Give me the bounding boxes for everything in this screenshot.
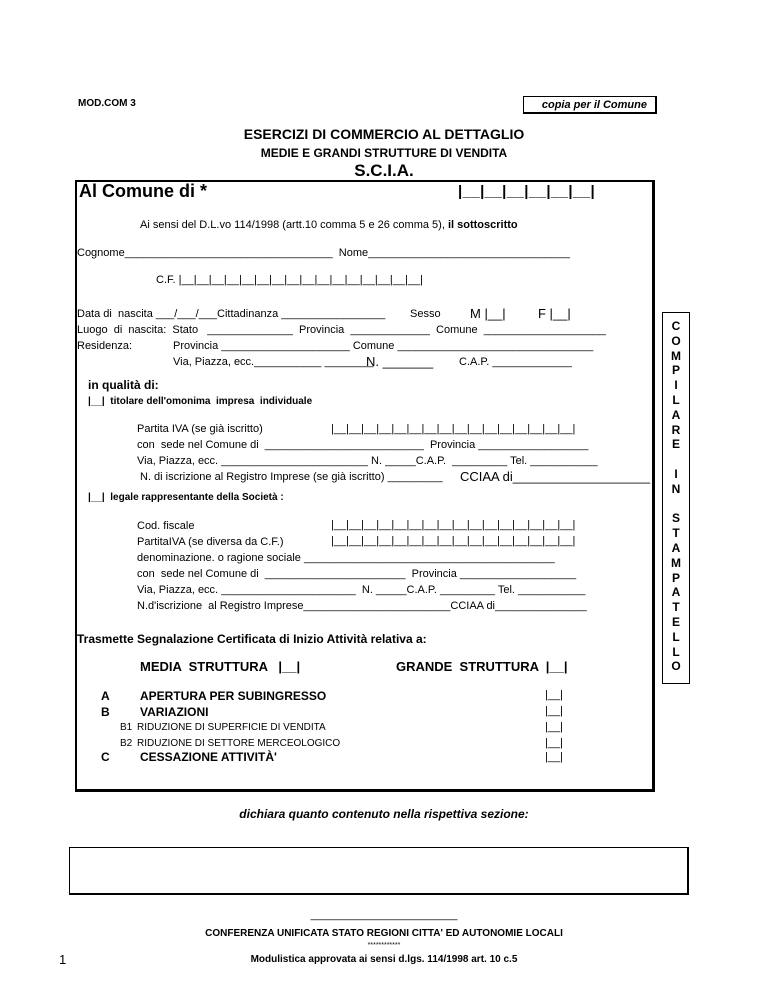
cod-fiscale-label: Cod. fiscale xyxy=(137,520,195,532)
stamp-letter: P xyxy=(671,363,680,378)
comune-label: Al Comune di * xyxy=(79,181,208,201)
mod-code: MOD.COM 3 xyxy=(78,98,136,109)
piva-boxes[interactable]: |__|__|__|__|__|__|__|__|__|__|__|__|__|__|__|__| xyxy=(331,423,576,435)
footer-rule: ________________________ xyxy=(310,909,458,921)
stamp-letter: L xyxy=(672,392,680,407)
stamp-letter: E xyxy=(671,614,680,629)
stamp-letter: L xyxy=(672,629,680,644)
cciaa-line[interactable]: CCIAA di___________________ xyxy=(460,469,651,484)
residenza-label: Residenza: xyxy=(77,340,133,352)
denominazione-line[interactable]: denominazione. o ragione sociale _________________________________________ xyxy=(137,552,555,564)
sesso-m[interactable]: M |__| xyxy=(470,306,506,321)
copy-label: copia per il Comune xyxy=(541,99,647,111)
option-code: A xyxy=(101,689,110,703)
sesso-label: Sesso xyxy=(410,308,441,320)
birth-line[interactable]: Data di nascita ___/___/___Cittadinanza _________________ xyxy=(77,308,386,320)
via-line[interactable]: Via, Piazza, ecc. ________________________ N. _____C.A.P. _________ Tel. ___________ xyxy=(137,455,598,467)
stamp-letter: L xyxy=(672,644,680,659)
title-sub: MEDIE E GRANDI STRUTTURE DI VENDITA xyxy=(260,146,508,160)
registro-line[interactable]: N. di iscrizione al Registro Imprese (se già iscritto) _________ xyxy=(140,471,443,483)
stamp-letter: A xyxy=(671,585,681,600)
stamp-letter: P xyxy=(671,570,680,585)
option-label: APERTURA PER SUBINGRESSO xyxy=(140,689,327,703)
stamp-letter: O xyxy=(671,659,681,674)
partita-iva-label: PartitaIVA (se diversa da C.F.) xyxy=(137,536,284,548)
stamp-letter: M xyxy=(671,555,681,570)
stamp-letter: A xyxy=(671,540,681,555)
option-code: B1 xyxy=(120,722,133,733)
option-checkbox[interactable]: |__| xyxy=(545,689,563,701)
sesso-f[interactable]: F |__| xyxy=(538,306,571,321)
copy-label-box xyxy=(523,96,657,114)
option-label: VARIAZIONI xyxy=(140,705,209,719)
stamp-letter: M xyxy=(671,348,681,363)
stamp-letter: T xyxy=(672,526,680,541)
media-struttura-option[interactable]: MEDIA STRUTTURA |__| xyxy=(140,659,301,674)
qualita-heading: in qualità di: xyxy=(88,378,159,392)
sede-soc-line[interactable]: con sede nel Comune di _______________________ Provincia ___________________ xyxy=(137,568,577,580)
stamp-letter: E xyxy=(671,437,680,452)
dichiara-text: dichiara quanto contenuto nella rispettiva sezione: xyxy=(239,807,529,821)
option-label: RIDUZIONE DI SUPERFICIE DI VENDITA xyxy=(137,722,326,733)
stamp-letter: I xyxy=(674,378,678,393)
page-number: 1 xyxy=(59,952,67,967)
trasmette-heading: Trasmette Segnalazione Certificata di Inizio Attività relativa a: xyxy=(77,632,427,646)
cf-line[interactable]: C.F. |__|__|__|__|__|__|__|__|__|__|__|__|__|__|__|__| xyxy=(156,274,423,286)
cognome-nome-line[interactable]: Cognome__________________________________ Nome_________________________________ xyxy=(77,247,571,259)
grande-struttura-option[interactable]: GRANDE STRUTTURA |__| xyxy=(396,659,568,674)
intro-bold: il sottoscritto xyxy=(447,219,518,231)
via-soc-line[interactable]: Via, Piazza, ecc. ______________________ N. _____C.A.P. _________ Tel. ___________ xyxy=(137,584,586,596)
residenza-prov[interactable]: Provincia _____________________ Comune ________________________________ xyxy=(173,340,594,352)
stamp-letter: C xyxy=(671,319,681,333)
piva-label: Partita IVA (se già iscritto) xyxy=(137,423,263,435)
footer-conferenza: CONFERENZA UNIFICATA STATO REGIONI CITTA' ED AUTONOMIE LOCALI xyxy=(205,928,563,939)
option-checkbox[interactable]: |__| xyxy=(545,751,563,763)
section-box[interactable] xyxy=(69,847,689,895)
stamp-letter: R xyxy=(671,422,681,437)
intro-plain: Ai sensi del D.L.vo 114/1998 (artt.10 comma 5 e 26 comma 5), xyxy=(140,219,448,231)
footer-stars: ************ xyxy=(367,942,401,949)
stamp-side-box xyxy=(662,312,690,684)
option-code: C xyxy=(101,750,110,764)
option-checkbox[interactable]: |__| xyxy=(545,721,563,733)
partita-iva-boxes[interactable]: |__|__|__|__|__|__|__|__|__|__|__|__|__|__|__|__| xyxy=(331,535,576,547)
option-label: RIDUZIONE DI SETTORE MERCEOLOGICO xyxy=(137,738,341,749)
stamp-letter: A xyxy=(671,407,681,422)
stamp-letter: T xyxy=(672,600,680,615)
option-label: CESSAZIONE ATTIVITÀ' xyxy=(140,750,277,764)
stamp-letter: S xyxy=(671,511,680,526)
option-checkbox[interactable]: |__| xyxy=(545,737,563,749)
stamp-letter: O xyxy=(671,333,681,348)
stamp-letter: I xyxy=(674,466,678,481)
intro-text xyxy=(140,220,518,231)
residenza-cap[interactable]: C.A.P. _____________ xyxy=(459,356,572,368)
stamp-letter: N xyxy=(671,481,681,496)
cod-fiscale-boxes[interactable]: |__|__|__|__|__|__|__|__|__|__|__|__|__|__|__|__| xyxy=(331,519,576,531)
option-checkbox[interactable]: |__| xyxy=(545,705,563,717)
residenza-via[interactable]: Via, Piazza, ecc.___________ ________ xyxy=(173,356,374,368)
legale-checkbox[interactable]: |__| legale rappresentante della Società : xyxy=(88,492,284,503)
title-scia: S.C.I.A. xyxy=(354,161,414,180)
comune-code-boxes[interactable]: |__|__|__|__|__|__| xyxy=(458,183,596,200)
footer-modulistica: Modulistica approvata ai sensi d.lgs. 114/1998 art. 10 c.5 xyxy=(250,954,518,965)
sede-line[interactable]: con sede nel Comune di __________________________ Provincia __________________ xyxy=(137,439,589,451)
residenza-n[interactable]: N. _______ xyxy=(366,354,434,369)
title-main: ESERCIZI DI COMMERCIO AL DETTAGLIO xyxy=(243,126,525,142)
option-code: B2 xyxy=(120,738,133,749)
luogo-line[interactable]: Luogo di nascita: Stato ______________ Provincia _____________ Comune ____________________ xyxy=(77,324,607,336)
titolare-checkbox[interactable]: |__| titolare dell'omonima impresa individuale xyxy=(88,396,313,407)
registro-soc-line[interactable]: N.d'iscrizione al Registro Imprese________________________CCIAA di_______________ xyxy=(137,600,587,612)
option-code: B xyxy=(101,705,110,719)
